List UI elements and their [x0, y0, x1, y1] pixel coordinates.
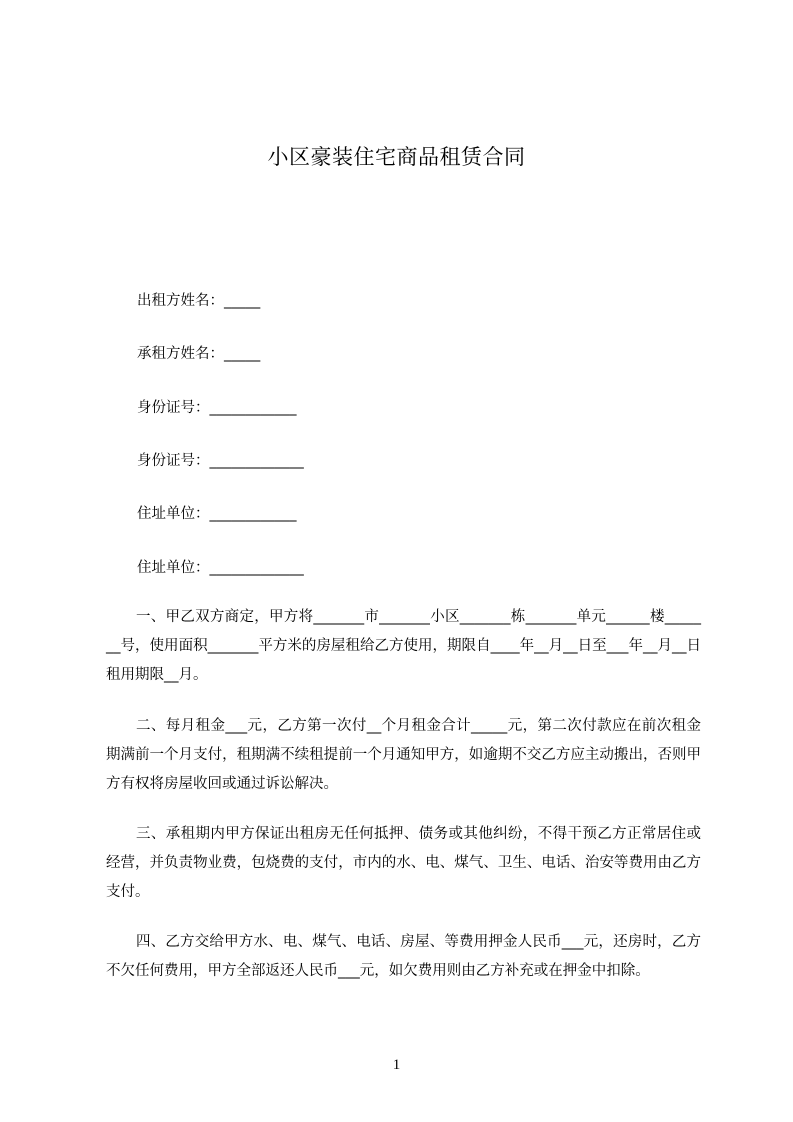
- address-field-2: 住址单位：_____________: [137, 560, 304, 576]
- lessor-name-field: 出租方姓名：_____: [137, 293, 261, 309]
- id-number-field-1: 身份证号：____________: [137, 400, 297, 416]
- page-number: 1: [392, 1057, 401, 1073]
- clause-4: 四、乙方交给甲方水、电、煤气、电话、房屋、等费用押金人民币___元，还房时，乙方不欠任何费用，甲方全部返还人民币___元，如欠费用则由乙方补充或在押金中扣除。: [106, 934, 701, 979]
- clause-1: 一、甲乙双方商定，甲方将_______市_______小区_______栋_______单元______楼_______号，使用面积_______平方米的房屋租给乙方使用，期限自____年__月__日至___年__月__日租用期限__月。: [106, 609, 701, 683]
- document-title: 小区豪装住宅商品租赁合同: [267, 145, 526, 169]
- clause-3: 三、承租期内甲方保证出租房无任何抵押、债务或其他纠纷，不得干预乙方正常居住或经营，并负责物业费，包烧费的支付，市内的水、电、煤气、卫生、电话、治安等费用由乙方支付。: [106, 826, 701, 900]
- clause-2: 二、每月租金___元，乙方第一次付__个月租金合计_____元，第二次付款应在前次租金期满前一个月支付，租期满不续租提前一个月通知甲方，如逾期不交乙方应主动搬出，否则甲方有权将房屋收回或通过诉讼解决。: [106, 718, 701, 792]
- id-number-field-2: 身份证号：_____________: [137, 453, 304, 469]
- lessee-name-field: 承租方姓名：_____: [137, 346, 261, 362]
- address-field-1: 住址单位：____________: [137, 506, 297, 522]
